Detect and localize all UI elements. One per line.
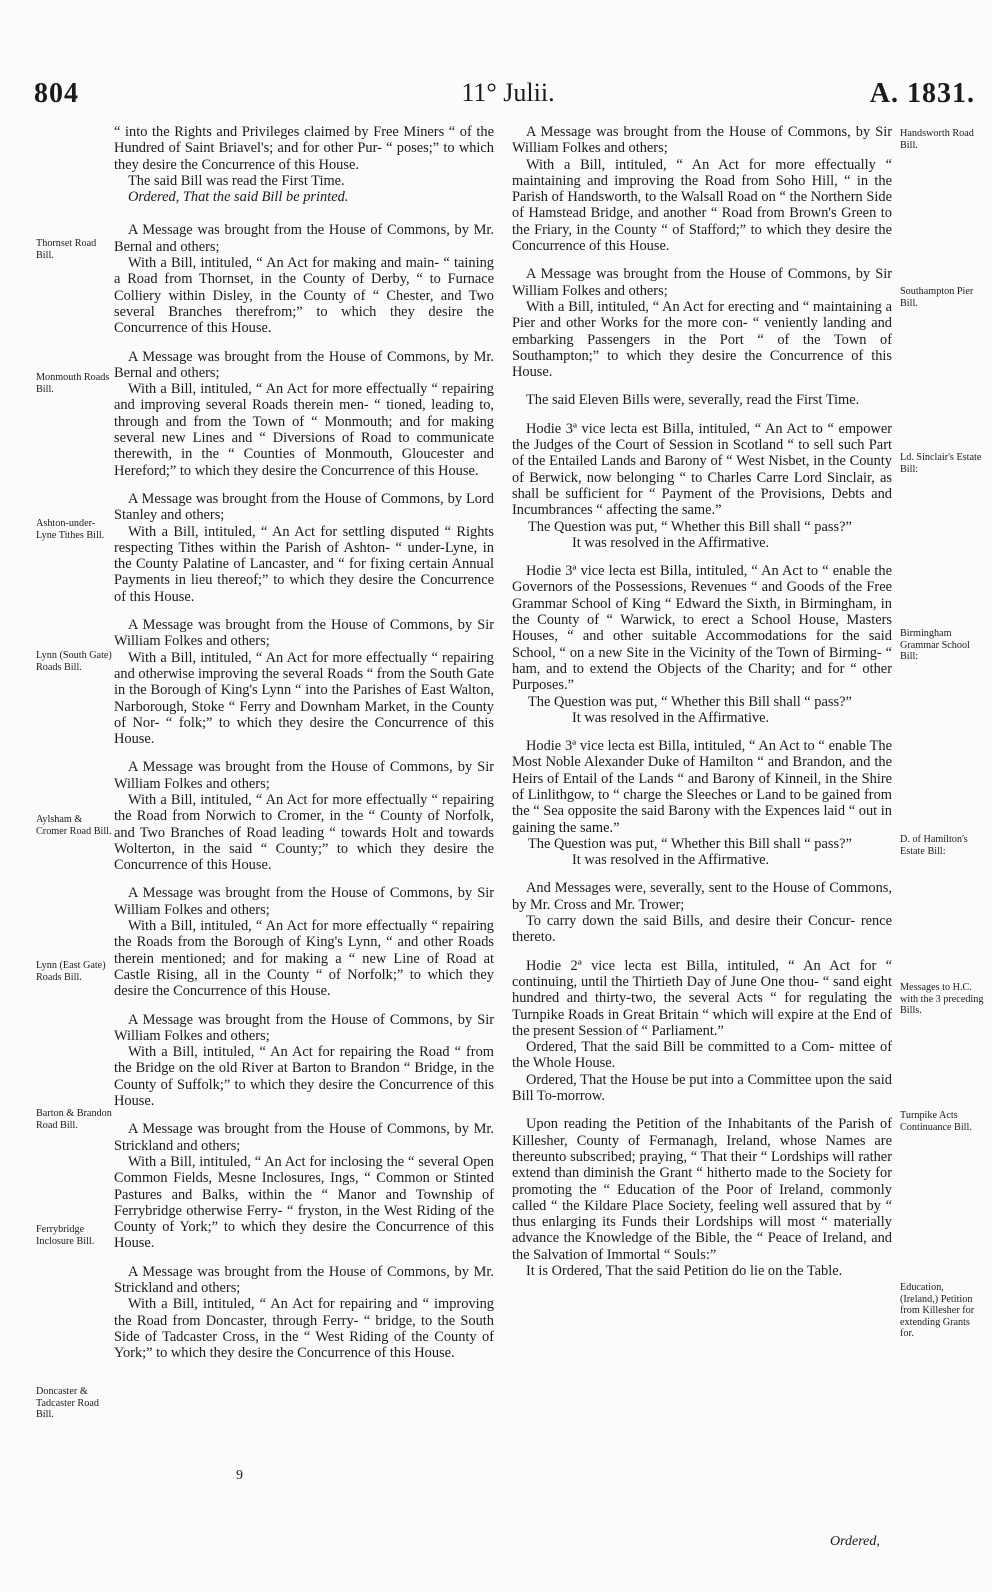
margin-note: Handsworth Road Bill. [900, 128, 974, 151]
paragraph: With a Bill, intituled, “ An Act for repairing and “ improving the Road from Doncaster, through Ferry- “ bridge, to the South Side of Tadcaster Cross, in the “ West Riding of the County of York;” to which they desire the Concurrence of this House. [114, 1296, 494, 1362]
paragraph: The Question was put, “ Whether this Bill shall “ pass?” [528, 693, 852, 710]
paragraph: With a Bill, intituled, “ An Act for more effectually “ maintaining and improving the Road from Soho Hill, “ in the Parish of Handsworth, to the Walsall Road on “ the Northern Side of Hamstead Bridge, and another “ Road from Brown's Green to the Friary, in the County “ of Stafford;” to which they desire the Concurrence of this House. [512, 156, 892, 255]
paragraph: It was resolved in the Affirmative. [572, 534, 770, 551]
paragraph: A Message was brought from the House of Commons, by Sir William Folkes and others; [114, 617, 494, 650]
paragraph: Hodie 3ª vice lecta est Billa, intituled, “ An Act to “ enable The Most Noble Alexander Duke of Hamilton “ and Brandon, and the Heirs of Entail of the Lands “ and Barony of Kinneil, in the Shire of Linlithgow, to “ charge the Sleeches or Land to be gained from the “ Sea opposite the said Barony with the Expences laid “ out in gaining the same.” [512, 738, 892, 836]
paragraph: With a Bill, intituled, “ An Act for more effectually “ repairing the Road from Norwich to Cromer, in the “ County of Norfolk, and Two Branches of Road leading “ towards Holt and towards Wolterton, in the said “ County;” to which they desire the Concurrence of this House. [114, 791, 494, 874]
margin-note: Education, (Ireland,) Petition from Killesher for extending Grants for. [900, 1282, 975, 1340]
paragraph: It is Ordered, That the said Petition do lie on the Table. [526, 1263, 843, 1279]
page-number: 804 [34, 78, 79, 109]
margin-note: Thornset Road Bill. [36, 238, 97, 261]
margin-note: Birmingham Grammar School Bill: [900, 628, 970, 663]
signature-mark: 9 [236, 1468, 243, 1483]
paragraph: The Question was put, “ Whether this Bill shall “ pass?” [528, 518, 852, 535]
paragraph: It was resolved in the Affirmative. [572, 852, 770, 869]
paragraph: A Message was brought from the House of Commons, by Sir William Folkes and others; [512, 124, 892, 157]
paragraph: A Message was brought from the House of Commons, by Mr. Bernal and others; [114, 222, 494, 255]
paragraph: With a Bill, intituled, “ An Act for inclosing the “ several Open Common Fields, Mesne Inclosures, Ings, “ Common or Stinted Pastures and Balks, within the “ Manor and Township of Ferrybridge otherwise Ferry- “ fryston, in the West Riding of the County of York;” to which they desire the Concurrence of this House. [114, 1153, 494, 1252]
margin-note: Ld. Sinclair's Estate Bill: [900, 452, 982, 475]
paragraph: Ordered, That the said Bill be committed to a Com- mittee of the Whole House. [512, 1039, 892, 1072]
paragraph: To carry down the said Bills, and desire their Concur- rence thereto. [512, 913, 892, 946]
paragraph: The Question was put, “ Whether this Bill shall “ pass?” [528, 835, 852, 852]
paragraph: And Messages were, severally, sent to the House of Commons, by Mr. Cross and Mr. Trower; [512, 880, 892, 913]
margin-note: Aylsham & Cromer Road Bill. [36, 814, 112, 837]
paragraph: With a Bill, intituled, “ An Act for repairing the Road “ from the Bridge on the old River at Barton to Brandon “ Bridge, in the County of Suffolk;” to which they desire the Concurrence of this House. [114, 1044, 494, 1110]
paragraph: A Message was brought from the House of Commons, by Lord Stanley and others; [114, 490, 494, 524]
paragraph: A Message was brought from the House of Commons, by Sir William Folkes and others; [114, 1011, 494, 1044]
paragraph: With a Bill, intituled, “ An Act for making and main- “ taining a Road from Thornset, in the County of Derby, “ to Furnace Colliery within Disley, in the County of “ Chester, and Two several Branches therefrom;” to which they desire the Concurrence of this House. [114, 255, 494, 337]
margin-note: D. of Hamilton's Estate Bill: [900, 834, 968, 857]
left-column [114, 124, 494, 1361]
paragraph: The said Eleven Bills were, severally, read the First Time. [526, 392, 860, 409]
paragraph: Hodie 2ª vice lecta est Billa, intituled, “ An Act for “ continuing, until the Thirtieth Day of June One thou- “ sand eight hundred and thirty-two, the several Acts “ for regulating the Turnpike Roads in Great Britain “ which will expire at the End of the present Session of “ Parliament.” [512, 957, 892, 1039]
paragraph: A Message was brought from the House of Commons, by Mr. Strickland and others; [114, 1121, 494, 1154]
page-date: 11° Julii. [461, 78, 555, 107]
paragraph: With a Bill, intituled, “ An Act for more effectually “ repairing and otherwise improving the several Roads “ from the South Gate in the Borough of King's Lynn “ into the Parishes of East Walton, Narborough, Stoke “ Ferry and Downham Market, in the County of Nor- “ folk;” to which they desire the Concurrence of this House. [114, 649, 494, 748]
paragraph: Ordered, That the House be put into a Committee upon the said Bill To-morrow. [512, 1071, 892, 1105]
margin-note: Lynn (South Gate) Roads Bill. [36, 650, 112, 673]
paragraph: The said Bill was read the First Time. [128, 172, 345, 189]
paragraph: A Message was brought from the House of Commons, by Sir William Folkes and others; [512, 266, 892, 299]
paragraph: A Message was brought from the House of Commons, by Sir William Folkes and others; [114, 885, 494, 918]
paragraph: A Message was brought from the House of Commons, by Mr. Bernal and others; [114, 348, 494, 381]
margin-note: Lynn (East Gate) Roads Bill. [36, 960, 106, 983]
right-column [512, 124, 892, 1279]
paragraph: Upon reading the Petition of the Inhabitants of the Parish of Killesher, County of Fermanagh, Ireland, whose Names are thereunto subscribed; praying, “ That their “ Lordships will rather extend than diminish the Grant “ hitherto made to the Society for promoting the “ Education of the Poor of Ireland, commonly called “ the Kildare Place Society, feeling well assured that by “ thus enlarging its Funds their Lordships will most “ materially advance the Knowledge of the Bible, the “ Peace of Ireland, and the Salvation of Immortal “ Souls:” [512, 1116, 892, 1263]
paragraph: A Message was brought from the House of Commons, by Mr. Strickland and others; [114, 1263, 494, 1296]
paragraph: With a Bill, intituled, “ An Act for more effectually “ repairing the Roads from the Borough of King's Lynn, “ and other Roads therein mentioned; and for making a “ new Line of Road at Castle Rising, all in the County “ of Norfolk;” to which they desire the Concurrence of this House. [114, 918, 494, 1000]
catchword: Ordered, [830, 1534, 880, 1549]
paragraph: “ into the Rights and Privileges claimed by Free Miners “ of the Hundred of Saint Briavel's; and for other Pur- “ poses;” to which they desire the Concurrence of this House. [114, 124, 494, 173]
paragraph: Hodie 3ª vice lecta est Billa, intituled, “ An Act to “ empower the Judges of the Court of Session in Scotland “ to sell such Part of the Entailed Lands and Barony of “ West Nisbet, in the County of Berwick, now belonging “ to Charles Carre Lord Sinclair, as shall be sufficient for “ Payment of the Provisions, Debts and Incumbrances “ affecting the same.” [512, 420, 892, 519]
page-header [30, 78, 975, 118]
paragraph: With a Bill, intituled, “ An Act for more effectually “ repairing and improving several Roads therein men- “ tioned, leading to, through and from the Town of “ Monmouth; and for making several new Lines and “ Diversions of Road to communicate therewith, in the “ Counties of Monmouth, Gloucester and Hereford;” to which they desire the Concurrence of this House. [114, 381, 494, 479]
paragraph: A Message was brought from the House of Commons, by Sir William Folkes and others; [114, 759, 494, 792]
paragraph: It was resolved in the Affirmative. [572, 709, 770, 726]
margin-note: Turnpike Acts Continuance Bill. [900, 1110, 972, 1133]
paragraph: Hodie 3ª vice lecta est Billa, intituled, “ An Act to “ enable the Governors of the Possessions, Revenues “ and Goods of the Free Grammar School of King “ Edward the Sixth, in Birmingham, in the County of “ Warwick, to erect a School House, Masters Houses, “ and other suitable Accommodations for the said School, “ on a new Site in the Vicinity of the Town of Birming- “ ham, and to extend the Objects of the Charity; and for “ other Purposes.” [512, 563, 892, 694]
paragraph: With a Bill, intituled, “ An Act for settling disputed “ Rights respecting Tithes within the Parish of Ashton- “ under-Lyne, in the County Palatine of Lancaster, and “ for fixing certain Annual Payments in lieu thereof;” to which they desire the Concurrence of this House. [114, 523, 494, 605]
margin-note: Ferrybridge Inclosure Bill. [36, 1224, 95, 1247]
paragraph: With a Bill, intituled, “ An Act for erecting and “ maintaining a Pier and other Works for the more con- “ veniently landing and embarking Passengers in the Port “ of the Town of Southampton;” to which they desire the Concurrence of this House. [512, 298, 892, 381]
margin-note: Doncaster & Tadcaster Road Bill. [36, 1386, 99, 1421]
margin-note: Monmouth Roads Bill. [36, 372, 110, 395]
margin-note: Ashton-under-Lyne Tithes Bill. [36, 518, 105, 541]
margin-note: Messages to H.C. with the 3 preceding Bills. [900, 982, 984, 1017]
margin-note: Barton & Brandon Road Bill. [36, 1108, 112, 1131]
margin-note: Southampton Pier Bill. [900, 286, 974, 309]
page-year: A. 1831. [869, 78, 975, 109]
paragraph: Ordered, That the said Bill be printed. [128, 189, 349, 206]
